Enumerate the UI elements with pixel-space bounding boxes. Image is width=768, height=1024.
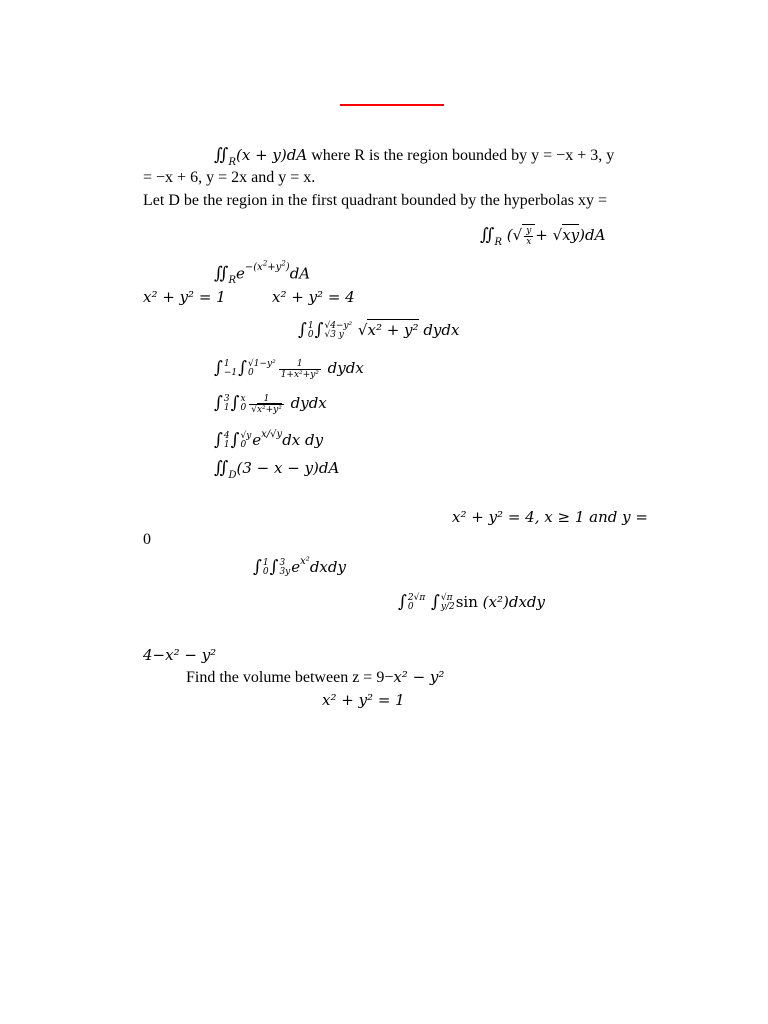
problem-1-line-2: = −x + 6, y = 2x and y = x. xyxy=(143,169,316,186)
circle-equation-2: x² + y² = 4 xyxy=(272,288,355,306)
problem-1-text: where R is the region bounded by y = −x + 3, y xyxy=(307,147,615,164)
surface-expression: 4−x² − y² xyxy=(143,646,217,664)
double-integral-d: $∬_D(3 - x - y)dA$ xyxy=(214,458,340,481)
iterated-integral-4: ∫ 4 1 ∫ √y 0 $e^{x/√y}dx$ dy xyxy=(214,429,324,450)
iterated-integral-5: ∫ 1 0 ∫ 3 3y $e^{x^2}dxdy$ xyxy=(253,556,346,577)
volume-problem-text: Find the volume between z = 9− xyxy=(186,669,394,686)
iterated-integral-3: ∫ 3 1 ∫ x 0 $\frac{1}{\text{√x²+y²}}$ dydx xyxy=(214,393,327,415)
volume-problem-math: x² − y² xyxy=(393,668,445,686)
cylinder-equation: x² + y² = 1 xyxy=(322,691,405,709)
integral-sqrt-expression: $∬_R$ (√ $\frac{y}{x}$ + √xy)dA xyxy=(480,225,606,248)
circle-equation-1: x² + y² = 1 xyxy=(143,288,226,306)
iterated-integral-1: ∫ 1 0 ∫ √4−y² √3 y √x² + y² dydx xyxy=(298,320,460,340)
double-integral-expression: $∬_R(x + y)dA$ xyxy=(214,145,308,168)
problem-1-line-1 xyxy=(214,145,614,168)
iterated-integral-6: ∫ 2√π 0 ∫ √π y/2 sin (x²)dxdy xyxy=(398,592,545,612)
volume-problem xyxy=(186,667,444,688)
gaussian-integral-expression: $∬_Re^{-(x^2+y^2)}dA$ xyxy=(214,260,311,287)
region-conditions-continued: 0 xyxy=(143,531,151,548)
red-underline-rule xyxy=(340,104,444,106)
region-conditions: x² + y² = 4, x ≥ 1 and y = xyxy=(452,508,648,526)
problem-2-line-1: Let D be the region in the first quadrant bounded by the hyperbolas xy = xyxy=(143,192,608,209)
iterated-integral-2: ∫ 1 −1 ∫ √1−y² 0 $\frac{1}{\text{1+x²+y²}}$ dydx xyxy=(214,358,364,380)
